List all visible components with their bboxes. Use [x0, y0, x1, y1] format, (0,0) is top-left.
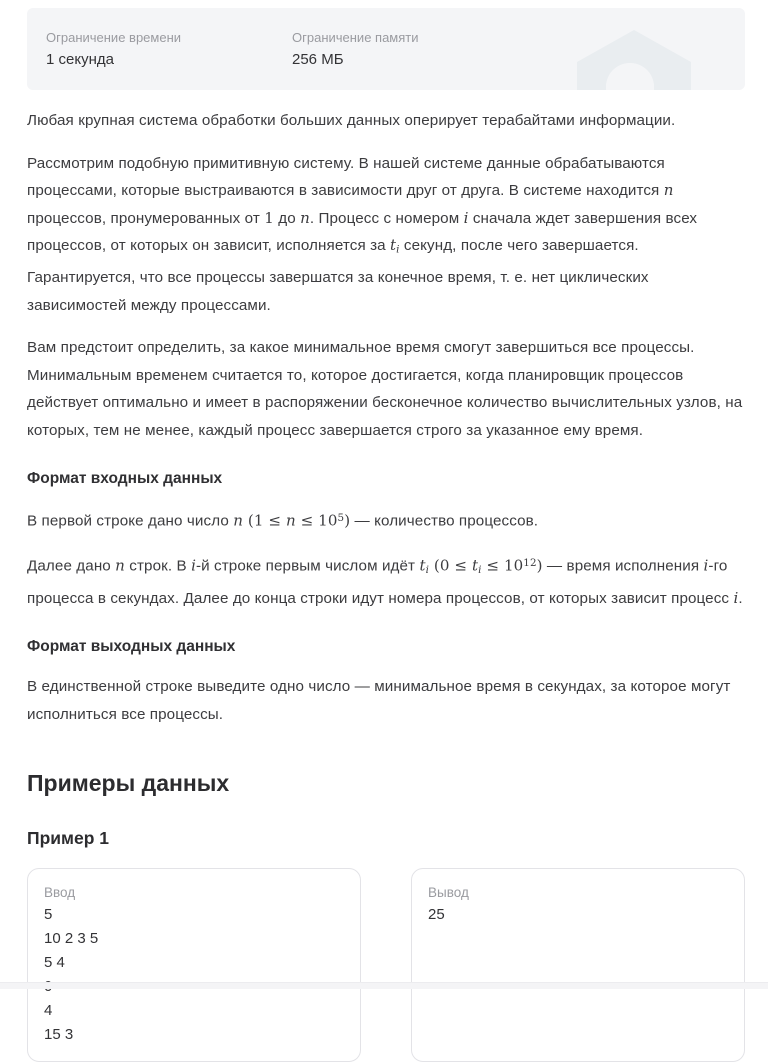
text-segment: В единственной строке выведите одно число — минимальное время в секундах, за которое могут исполниться все процессы. — [27, 678, 731, 723]
text-segment: 1 — [264, 208, 274, 227]
statement-paragraph-3 — [27, 334, 745, 444]
text-segment: процессов, пронумерованных от — [27, 209, 265, 227]
text-segment: t — [419, 556, 426, 575]
text-segment: Любая крупная система обработки больших данных оперирует терабайтами информации. — [27, 112, 676, 129]
text-segment: (1 ≤ — [242, 511, 286, 530]
statement-paragraph-2 — [27, 150, 745, 320]
text-segment: Рассмотрим подобную примитивную систему. В нашей системе данные обрабатываются процессами, которые выстраиваются в зависимости друг от друга. В системе находится — [27, 154, 665, 199]
sample-line: 25 — [428, 906, 445, 924]
output-format-paragraph-1 — [27, 673, 745, 728]
text-segment: n — [300, 208, 310, 227]
output-format-heading: Формат выходных данных — [27, 638, 236, 656]
sample-input-box — [27, 868, 361, 1062]
text-segment: n — [285, 511, 296, 530]
text-segment: . Процесс с номером — [309, 209, 464, 227]
text-segment: i — [191, 556, 196, 575]
text-segment: i — [733, 588, 739, 607]
text-segment: n — [115, 556, 125, 575]
text-segment: -го процесса в секундах. Далее до конца строки идут номера процессов, от которых зависит процесс — [27, 557, 734, 607]
input-format-paragraph-1 — [27, 505, 745, 535]
hexagon-nut-watermark-icon — [575, 29, 693, 90]
example-1-samples — [27, 868, 745, 1062]
sample-input-content — [44, 903, 344, 1047]
text-segment: i — [478, 564, 482, 577]
text-segment: строк. В — [124, 557, 192, 575]
sample-line: 10 2 3 5 — [44, 930, 99, 948]
text-segment: ) — [536, 556, 543, 575]
sample-input-label: Ввод — [44, 885, 76, 901]
sample-line: 4 — [44, 1002, 53, 1020]
sample-line: 5 — [44, 906, 53, 924]
text-segment: t — [471, 556, 479, 575]
text-segment: 12 — [523, 557, 537, 570]
limits-card — [27, 8, 745, 90]
input-format-paragraph-2 — [27, 550, 745, 612]
examples-heading: Примеры данных — [27, 770, 230, 797]
sample-output-content — [428, 903, 728, 927]
text-segment: i — [463, 208, 469, 227]
text-segment: — время исполнения — [542, 557, 704, 575]
text-segment: В первой строке дано число — [27, 512, 234, 530]
text-segment: сначала ждет завершения всех процессов, от которых он зависит, исполняется за — [27, 209, 698, 254]
time-limit-value: 1 секунда — [46, 51, 114, 68]
text-segment: ) — [344, 511, 351, 530]
text-segment: -й строке первым числом идёт — [195, 557, 420, 575]
text-segment: секунд, после чего завершается. Гарантируется, что все процессы завершатся за конечное время, т. е. нет циклических зависимостей между процессами. — [27, 237, 649, 314]
statement-paragraph-1 — [27, 107, 745, 135]
text-segment: — количество процессов. — [350, 512, 539, 530]
memory-limit-block — [292, 28, 538, 71]
text-segment: ≤ 10 — [481, 556, 524, 575]
sample-output-label: Вывод — [428, 885, 469, 901]
text-segment: n — [233, 511, 243, 530]
memory-limit-label: Ограничение памяти — [292, 30, 419, 45]
time-limit-label: Ограничение времени — [46, 30, 182, 45]
sample-line: 15 3 — [44, 1026, 74, 1044]
text-segment: i — [396, 243, 400, 256]
text-segment: t — [390, 236, 397, 254]
page-bottom-divider — [0, 982, 768, 989]
sample-output-box — [411, 868, 745, 1062]
text-segment: i — [425, 564, 429, 577]
time-limit-block — [46, 28, 292, 71]
text-segment: Далее дано — [27, 557, 116, 575]
text-segment: n — [663, 181, 674, 199]
memory-limit-value: 256 МБ — [292, 51, 344, 68]
example-1-title: Пример 1 — [27, 828, 109, 849]
text-segment: до — [273, 209, 301, 227]
input-format-heading: Формат входных данных — [27, 470, 223, 488]
sample-line: 5 4 — [44, 954, 65, 972]
statement-content — [27, 107, 745, 1062]
text-segment: (0 ≤ — [428, 556, 472, 575]
text-segment: i — [703, 556, 709, 575]
text-segment: ≤ 10 — [295, 511, 338, 530]
text-segment: . — [738, 589, 743, 607]
text-segment: Вам предстоит определить, за какое минимальное время смогут завершиться все процессы. Минимальным временем считается то, которое достигается, когда планировщик процессов действует оптимально и имеет в распоряжении бесконечное количество вычислительных узлов, на которых, тем не менее, каждый процесс завершается строго за указанное ему время. — [27, 339, 743, 439]
text-segment: 5 — [337, 512, 345, 525]
